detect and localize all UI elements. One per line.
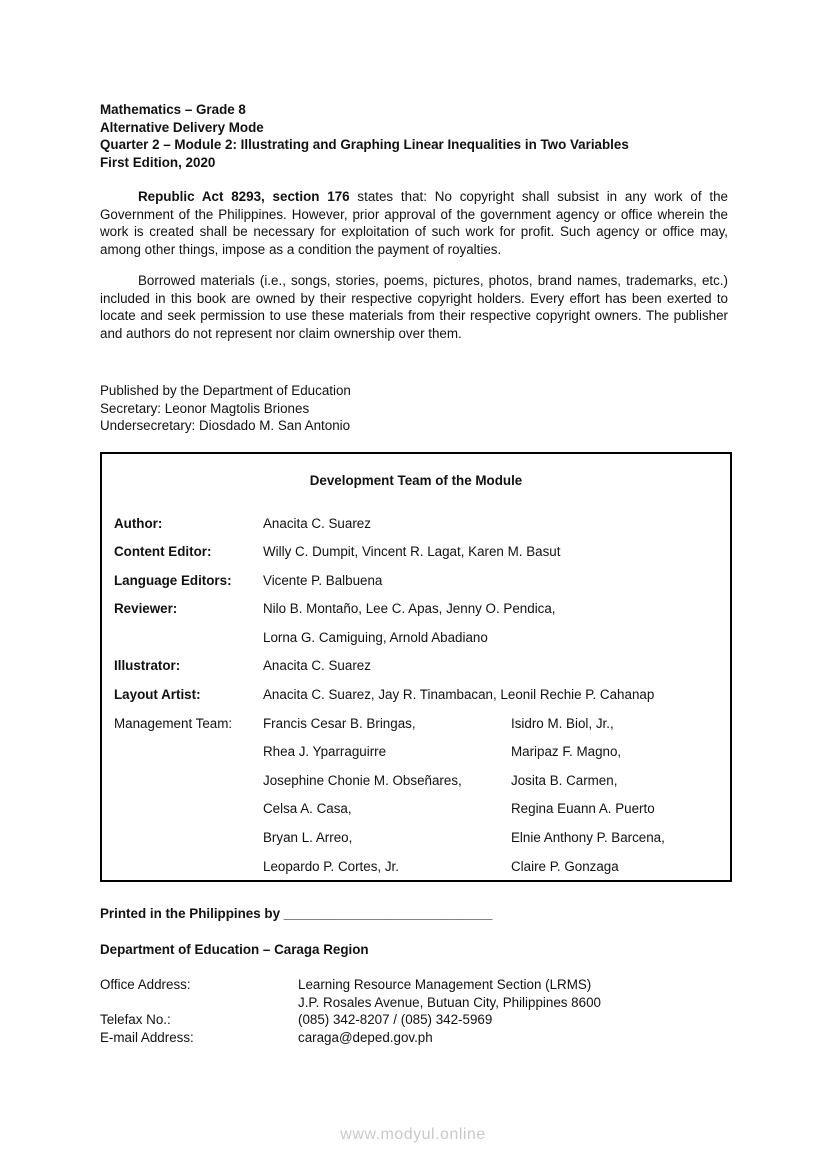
dev-row-illustrator — [114, 652, 724, 681]
copyright-paragraph-text: states that: No copyright shall subsist in any work of the Government of the Philippines. However, prior approval of the government agency or office wherein the work is created shall be necessary for exploitation of such work for profit. Such agency or office may, among other things, impose as a condition the payment of royalties. — [100, 189, 728, 257]
management-col2-line: Regina Euann A. Puerto — [511, 801, 655, 817]
content-editor-label: Content Editor: — [114, 544, 212, 560]
development-team-box — [100, 452, 732, 882]
layout-artist-value — [263, 681, 724, 710]
telefax-label: Telefax No.: — [100, 1012, 171, 1027]
dev-row-reviewer — [114, 595, 724, 652]
illustrator-value-line: Anacita C. Suarez — [263, 658, 371, 674]
reviewer-value-line-1: Nilo B. Montaño, Lee C. Apas, Jenny O. Pendica, — [263, 601, 556, 617]
management-team-column-1 — [263, 710, 511, 882]
printed-blank-line: ____________________________ — [283, 906, 493, 921]
development-team-rows — [102, 510, 730, 882]
telefax-values — [298, 1011, 728, 1029]
layout-artist-value-line: Anacita C. Suarez, Jay R. Tinambacan, Leonil Rechie P. Cahanap — [263, 687, 655, 703]
printed-in-philippines-line — [100, 905, 728, 923]
management-col1-line: Bryan L. Arreo, — [263, 830, 353, 846]
content-editor-value — [263, 538, 724, 567]
dev-row-management-team — [114, 710, 724, 882]
management-team-column-2 — [511, 710, 724, 882]
reviewer-value — [263, 595, 724, 652]
secretary-line: Secretary: Leonor Magtolis Briones — [100, 400, 310, 416]
language-editors-label: Language Editors: — [114, 572, 232, 588]
development-team-title: Development Team of the Module — [309, 473, 523, 488]
dev-row-language-editors — [114, 567, 724, 596]
layout-artist-label: Layout Artist: — [114, 687, 201, 703]
telefax-value-line: (085) 342-8207 / (085) 342-5969 — [298, 1012, 493, 1027]
email-value-line: caraga@deped.gov.ph — [298, 1029, 433, 1045]
email-label: E-mail Address: — [100, 1029, 194, 1045]
publisher-block — [100, 382, 728, 435]
borrowed-materials-paragraph — [100, 272, 728, 342]
management-col1-line: Celsa A. Casa, — [263, 801, 352, 817]
office-address-value-line-2: J.P. Rosales Avenue, Butuan City, Philippines 8600 — [298, 994, 601, 1010]
office-address-values — [298, 976, 728, 1011]
office-address-label: Office Address: — [100, 977, 191, 992]
header-line-edition: First Edition, 2020 — [100, 154, 216, 170]
contact-row-office-address — [100, 976, 728, 1011]
published-by-line: Published by the Department of Education — [100, 383, 351, 398]
management-col2-line: Claire P. Gonzaga — [511, 858, 619, 874]
content-editor-value-line: Willy C. Dumpit, Vincent R. Lagat, Karen M. Basut — [263, 544, 561, 560]
illustrator-label: Illustrator: — [114, 658, 181, 674]
language-editors-value — [263, 567, 724, 596]
site-watermark: www.modyul.online — [340, 1126, 486, 1143]
management-col1-line: Rhea J. Yparraguirre — [263, 744, 387, 760]
author-value-line: Anacita C. Suarez — [263, 515, 371, 531]
management-col2-line: Maripaz F. Magno, — [511, 744, 622, 760]
management-col1-line: Francis Cesar B. Bringas, — [263, 715, 416, 731]
office-address-value-line-1: Learning Resource Management Section (LRMS) — [298, 977, 592, 992]
header-line-mode: Alternative Delivery Mode — [100, 119, 264, 135]
reviewer-value-line-2: Lorna G. Camiguing, Arnold Abadiano — [263, 629, 488, 645]
author-label: Author: — [114, 515, 163, 531]
contact-row-telefax — [100, 1011, 728, 1029]
author-value — [263, 510, 724, 539]
contact-row-email — [100, 1029, 728, 1047]
reviewer-label: Reviewer: — [114, 601, 178, 617]
undersecretary-line: Undersecretary: Diosdado M. San Antonio — [100, 418, 351, 433]
header-line-module-title: Quarter 2 – Module 2: Illustrating and Graphing Linear Inequalities in Two Variables — [100, 137, 629, 152]
management-col1-line: Josephine Chonie M. Obseñares, — [263, 772, 462, 788]
illustrator-value — [263, 652, 724, 681]
department-region-line: Department of Education – Caraga Region — [100, 942, 369, 957]
email-values — [298, 1029, 728, 1047]
module-header — [100, 101, 728, 171]
header-line-subject: Mathematics – Grade 8 — [100, 102, 246, 117]
management-col2-line: Isidro M. Biol, Jr., — [511, 715, 614, 731]
dev-row-content-editor — [114, 538, 724, 567]
management-col1-line: Leopardo P. Cortes, Jr. — [263, 858, 399, 874]
printed-label: Printed in the Philippines by — [100, 906, 284, 921]
dev-row-layout-artist — [114, 681, 724, 710]
management-col2-line: Elnie Anthony P. Barcena, — [511, 830, 665, 846]
contact-info-block — [100, 976, 728, 1046]
borrowed-materials-text: Borrowed materials (i.e., songs, stories, poems, pictures, photos, brand names, trademarks, etc.) included in this book are owned by their respective copyright holders. Every effort has been exerted to locate and seek permission to use these materials from their respective copyright owners. The publisher and authors do not represent nor claim ownership over them. — [100, 273, 728, 341]
management-team-label: Management Team: — [114, 715, 233, 731]
dev-row-author — [114, 510, 724, 539]
management-col2-line: Josita B. Carmen, — [511, 772, 618, 788]
republic-act-lead: Republic Act 8293, section 176 — [138, 189, 350, 204]
copyright-paragraph — [100, 188, 728, 258]
language-editors-value-line: Vicente P. Balbuena — [263, 572, 383, 588]
